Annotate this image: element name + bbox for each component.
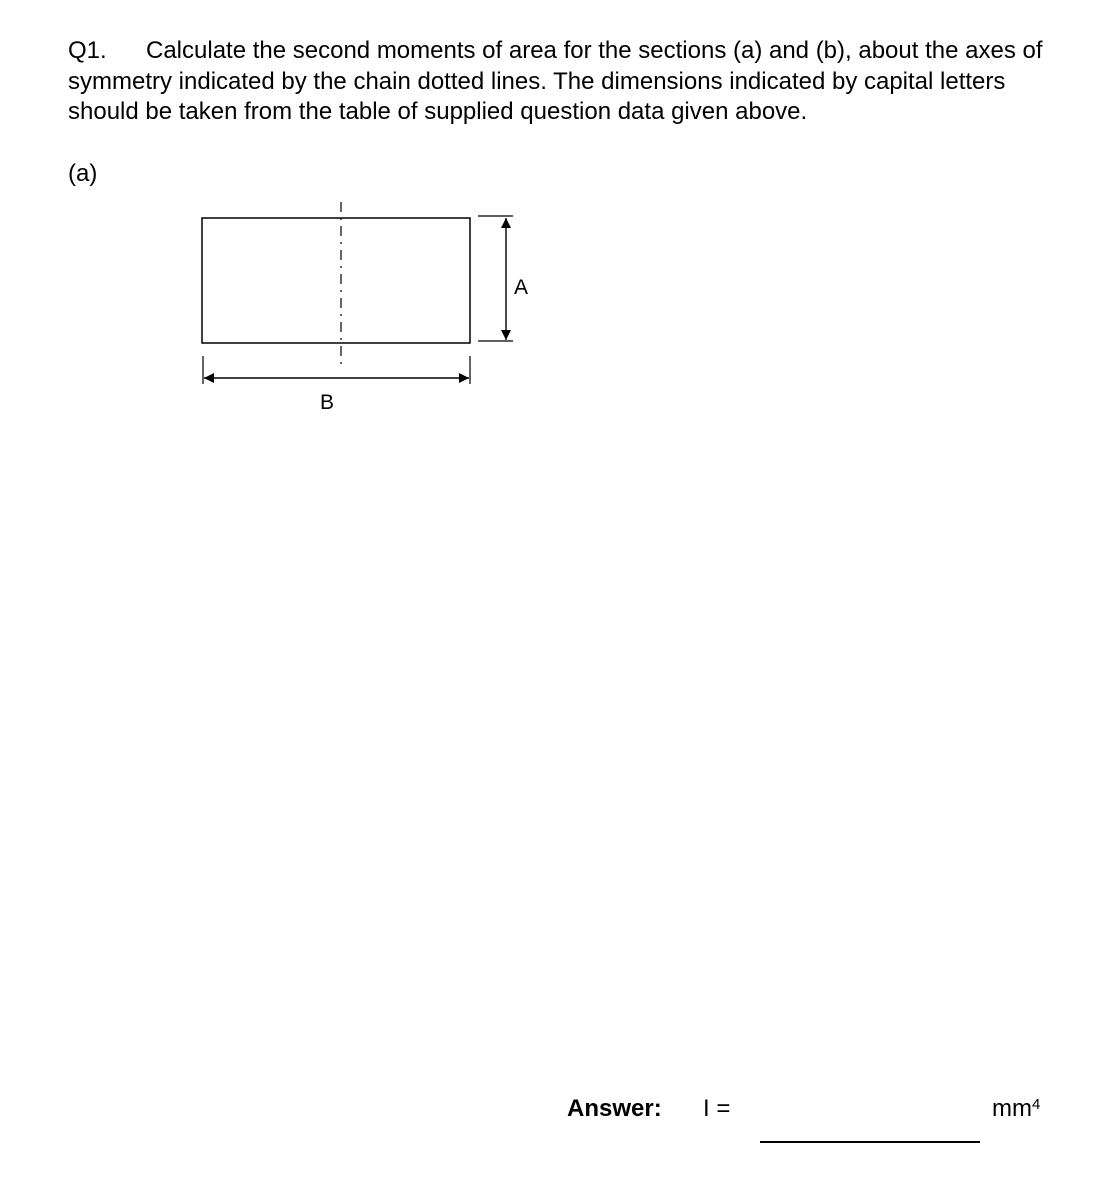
section-a-diagram (0, 0, 1109, 430)
answer-variable: I = (703, 1095, 731, 1122)
answer-unit (992, 1094, 1040, 1124)
question-body: Calculate the second moments of area for the sections (a) and (b), about the axes of symmetry indicated by the chain dotted lines. The dimensions indicated by capital letters should be taken from the table of supplied question data given above. (68, 37, 1043, 125)
part-a-label: (a) (68, 160, 98, 187)
dimension-label-b: B (320, 391, 335, 414)
answer-unit-exponent: 4 (1031, 1096, 1041, 1113)
rectangle-section (202, 218, 470, 343)
answer-unit-base: mm (992, 1095, 1032, 1122)
question-number: Q1. (68, 37, 107, 64)
answer-blank-line[interactable] (760, 1141, 980, 1143)
dimension-label-a: A (514, 276, 529, 299)
answer-label: Answer: (567, 1095, 662, 1122)
